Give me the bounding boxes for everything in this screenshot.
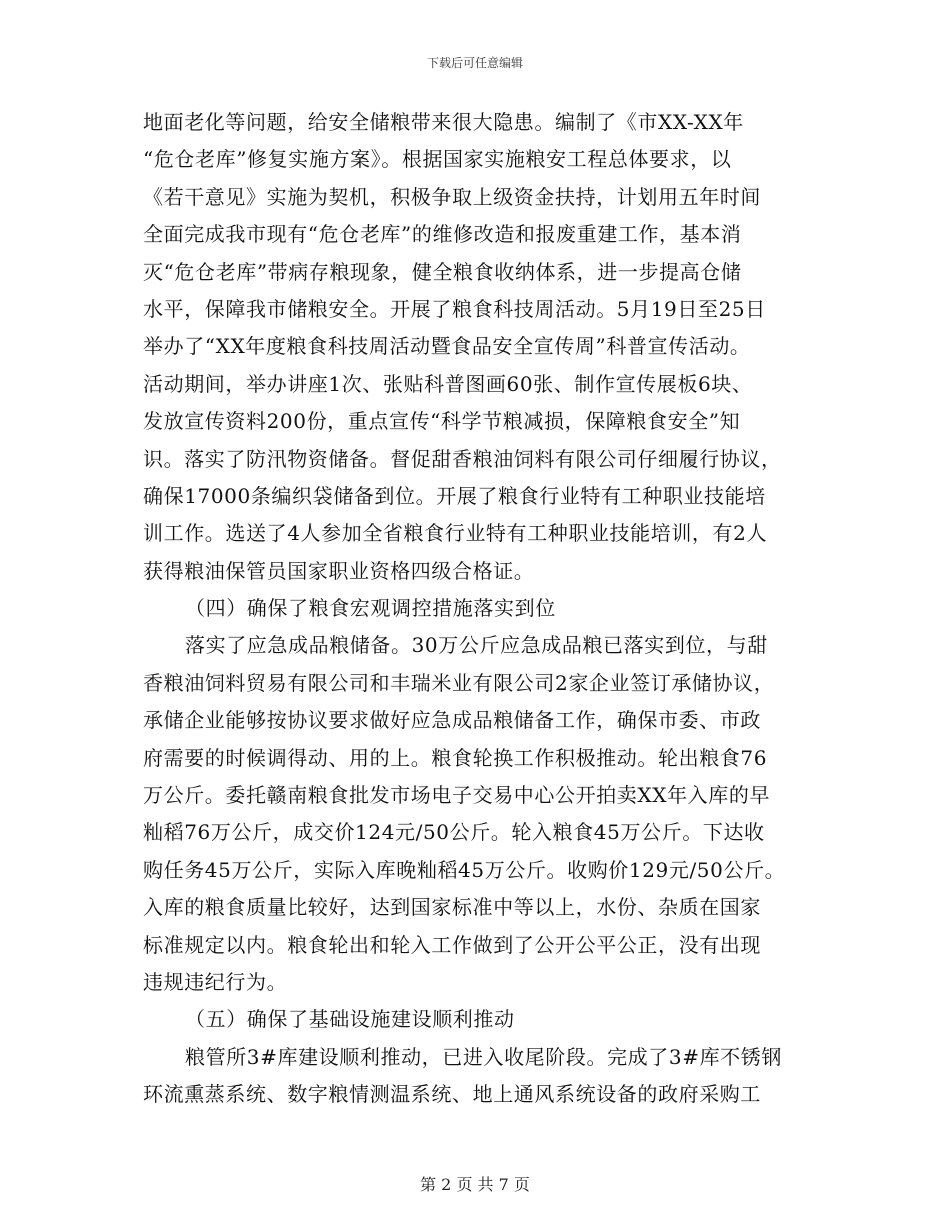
text-line: 确保17000条编织袋储备到位。开展了粮食行业特有工种职业技能培	[143, 483, 766, 508]
text-line: 水平，保障我市储粮安全。开展了粮食科技周活动。5月19日至25日	[143, 296, 766, 321]
text-line: 活动期间，举办讲座1次、张贴科普图画60张、制作宣传展板6块、	[143, 371, 753, 396]
text-line: 承储企业能够按协议要求做好应急成品粮储备工作，确保市委、市政	[143, 708, 761, 733]
text-line: 违规违纪行为。	[143, 969, 288, 994]
text-line: 购任务45万公斤，实际入库晚籼稻45万公斤。收购价129元/50公斤。	[143, 857, 786, 882]
page-number: 第 2 页 共 7 页	[420, 1175, 530, 1194]
text-line: 发放宣传资料200份，重点宣传“科学节粮减损，保障粮食安全”知	[143, 409, 741, 434]
text-line: 标准规定以内。粮食轮出和轮入工作做到了公开公平公正，没有出现	[143, 932, 761, 957]
text-line: 府需要的时候调得动、用的上。粮食轮换工作积极推动。轮出粮食76	[143, 745, 768, 770]
text-line: 入库的粮食质量比较好，达到国家标准中等以上，水份、杂质在国家	[143, 895, 761, 920]
text-line: 识。落实了防汛物资储备。督促甜香粮油饲料有限公司仔细履行协议，	[143, 446, 782, 471]
text-line: 灭“危仓老库”带病存粮现象，健全粮食收纳体系，进一步提高仓储	[143, 259, 742, 284]
text-line: 地面老化等问题，给安全储粮带来很大隐患。编制了《市XX-XX年	[143, 110, 744, 134]
text-line: “危仓老库”修复实施方案》。根据国家实施粮安工程总体要求，以	[143, 147, 732, 172]
text-line: 落实了应急成品粮储备。30万公斤应急成品粮已落实到位，与甜	[185, 633, 768, 658]
text-line: 《若干意见》实施为契机，积极争取上级资金扶持，计划用五年时间	[143, 184, 761, 209]
text-line: 籼稻76万公斤，成交价124元/50公斤。轮入粮食45万公斤。下达收	[143, 820, 765, 845]
text-line: 获得粮油保管员国家职业资格四级合格证。	[143, 558, 535, 583]
document-body	[143, 104, 815, 1114]
section-heading: （四）确保了粮食宏观调控措施落实到位	[185, 596, 556, 621]
text-line: 训工作。选送了4人参加全省粮食行业特有工种职业技能培训，有2人	[143, 521, 768, 546]
text-line: 香粮油饲料贸易有限公司和丰瑞米业有限公司2家企业签订承储协议，	[143, 670, 775, 695]
text-line: 环流熏蒸系统、数字粮情测温系统、地上通风系统设备的政府采购工	[143, 1082, 761, 1107]
text-line: 万公斤。委托赣南粮食批发市场电子交易中心公开拍卖XX年入库的早	[143, 783, 771, 808]
page-header: 下载后可任意编辑	[426, 56, 523, 70]
text-line: 粮管所3#库建设顺利推动，已进入收尾阶段。完成了3#库不锈钢	[185, 1044, 782, 1069]
text-line: 全面完成我市现有“危仓老库”的维修改造和报废重建工作，基本消	[143, 222, 742, 247]
text-line: 举办了“XX年度粮食科技周活动暨食品安全宣传周”科普宣传活动。	[143, 334, 751, 359]
section-heading: （五）确保了基础设施建设顺利推动	[185, 1007, 515, 1032]
